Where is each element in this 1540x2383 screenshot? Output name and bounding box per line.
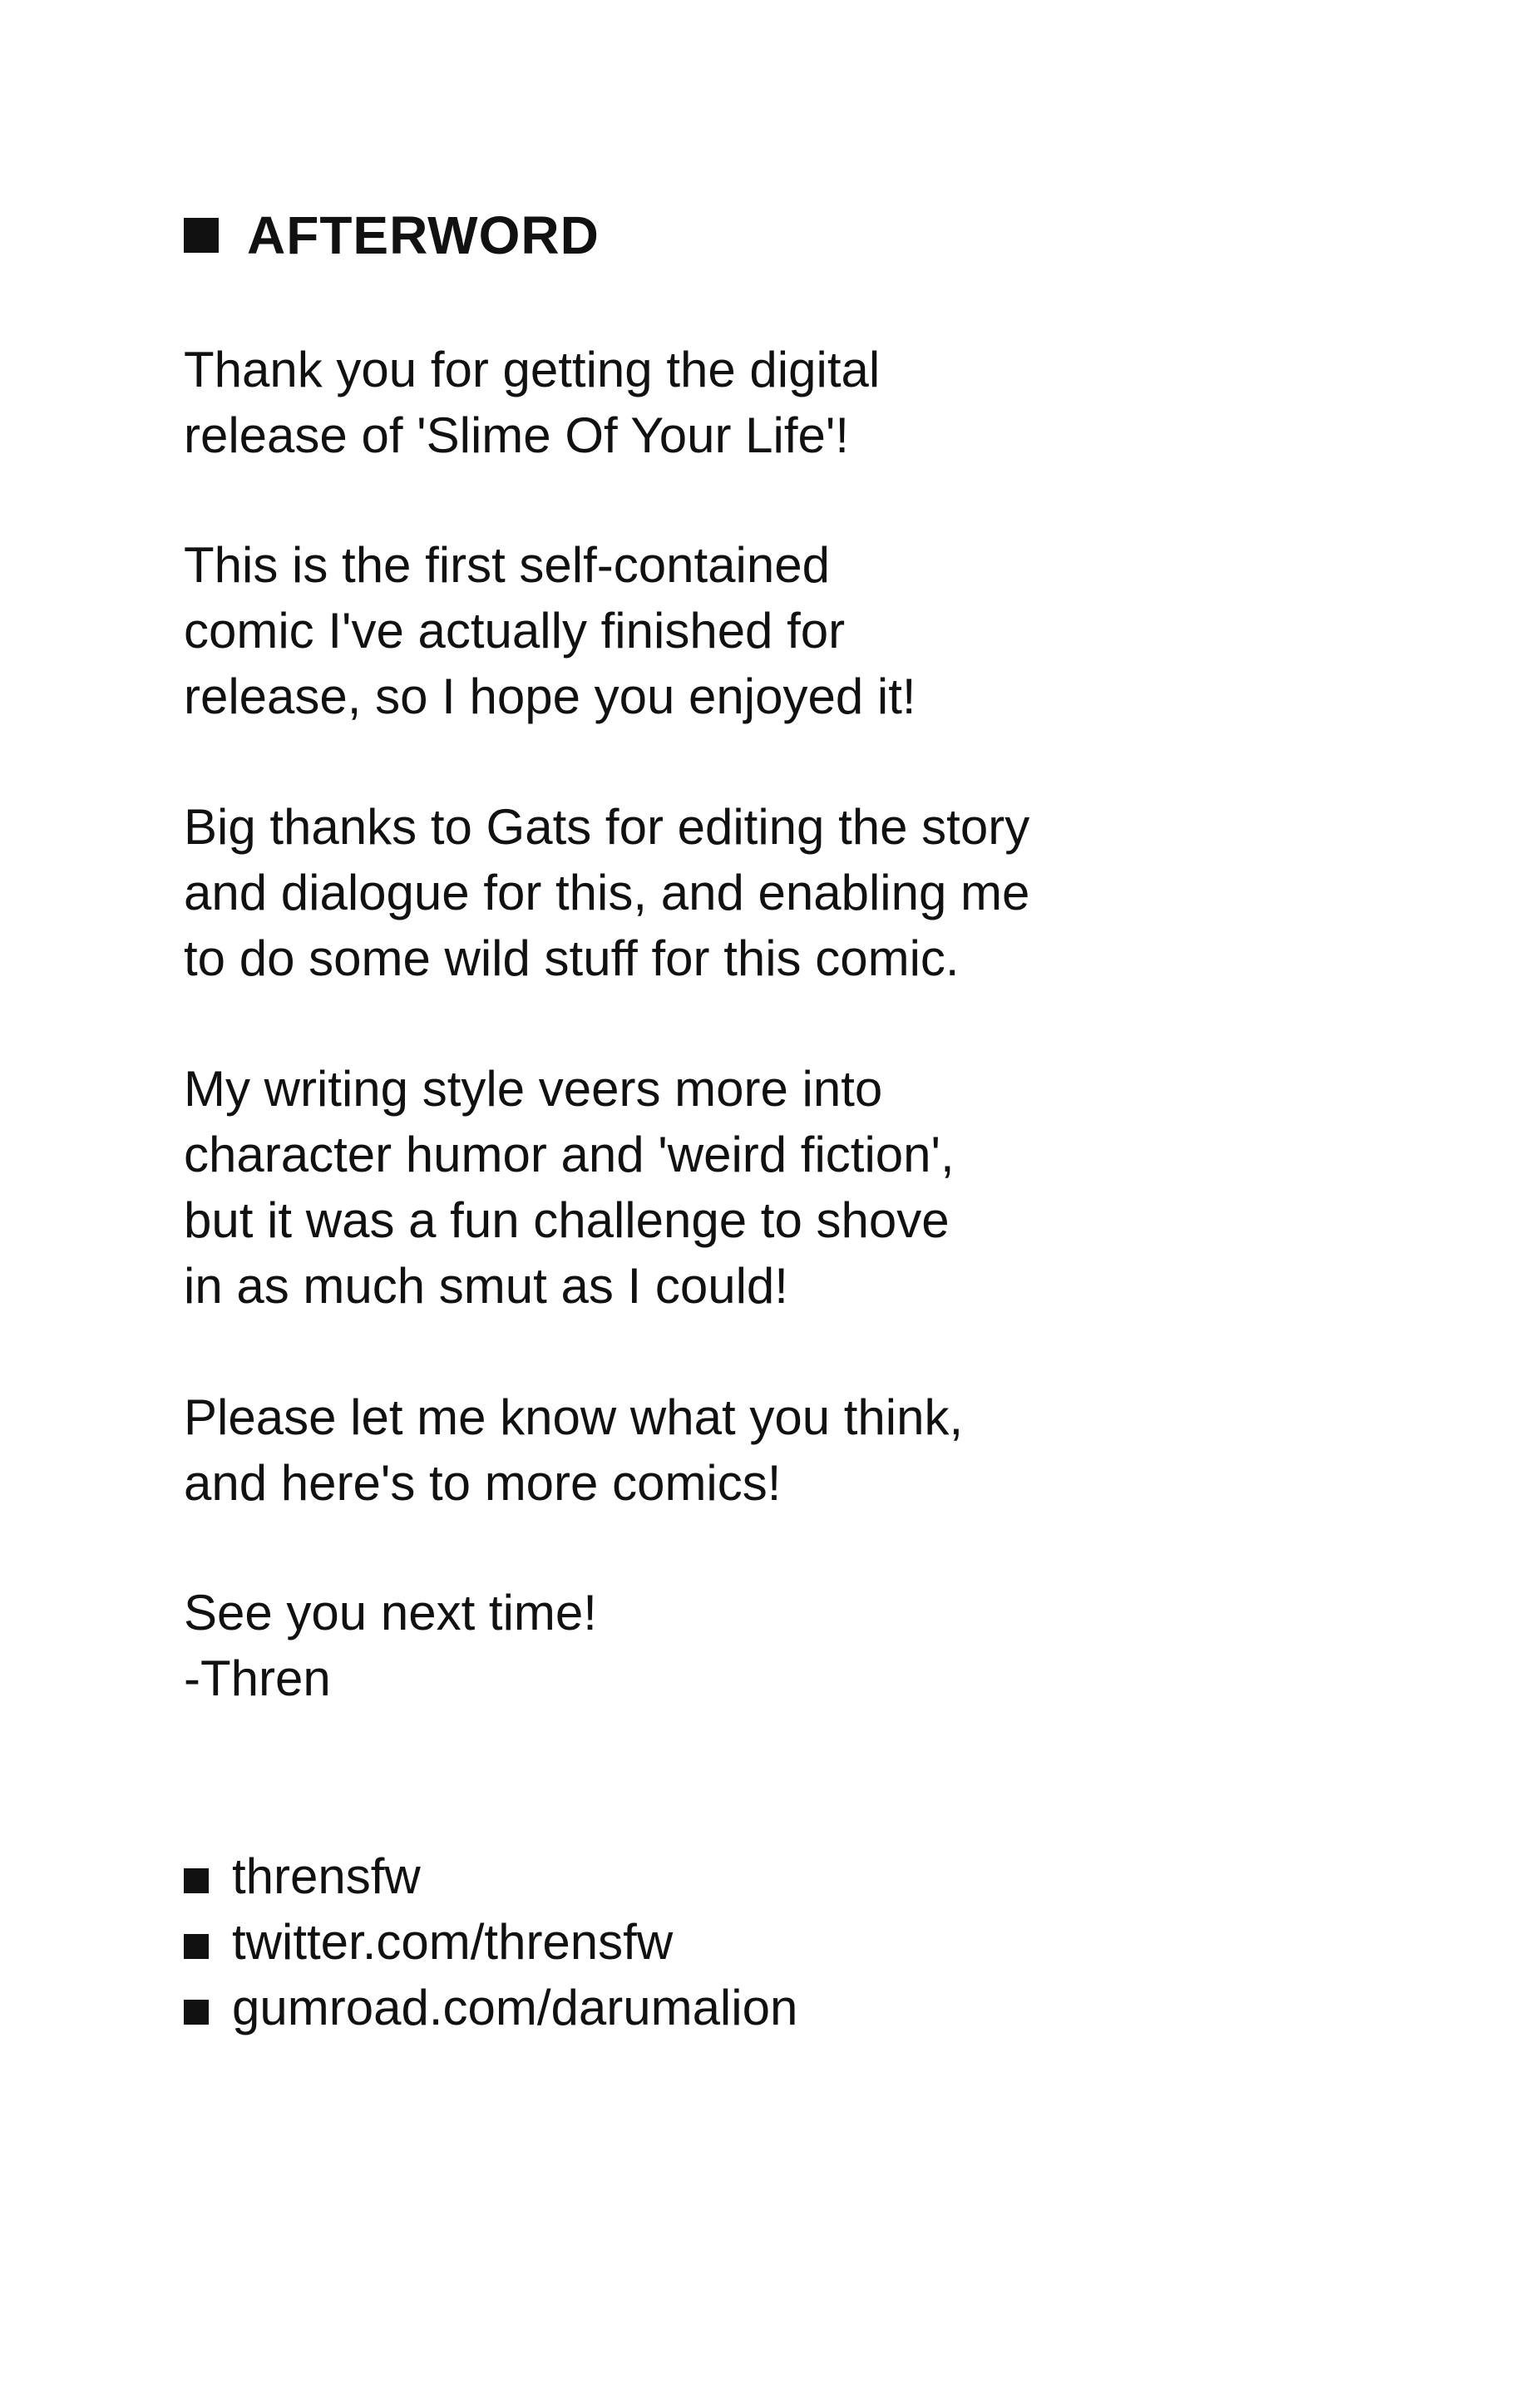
square-bullet-icon — [184, 1934, 209, 1959]
paragraph-line: My writing style veers more into — [184, 1061, 883, 1117]
link-thrensfw[interactable] — [184, 1843, 797, 1909]
paragraph-thanks — [184, 337, 880, 468]
paragraph-line: in as much smut as I could! — [184, 1258, 788, 1314]
square-bullet-icon — [184, 218, 219, 253]
square-bullet-icon — [184, 1868, 209, 1893]
paragraph-line: release of 'Slime Of Your Life'! — [184, 407, 850, 463]
paragraph-writing-style — [184, 1056, 955, 1319]
link-text[interactable]: thrensfw — [232, 1848, 421, 1904]
paragraph-line: and here's to more comics! — [184, 1455, 782, 1511]
heading-title: AFTERWORD — [247, 205, 600, 265]
paragraph-line: and dialogue for this, and enabling me — [184, 865, 1030, 920]
link-gumroad[interactable] — [184, 1975, 797, 2040]
paragraph-first-comic — [184, 532, 916, 729]
paragraph-signoff — [184, 1580, 597, 1711]
afterword-heading — [184, 198, 600, 273]
link-text[interactable]: gumroad.com/darumalion — [232, 1980, 798, 2035]
signature: -Thren — [184, 1650, 331, 1706]
link-twitter[interactable] — [184, 1909, 797, 1975]
paragraph-line: See you next time! — [184, 1585, 597, 1640]
square-bullet-icon — [184, 2000, 209, 2025]
paragraph-line: comic I've actually finished for — [184, 603, 846, 659]
paragraph-line: Big thanks to Gats for editing the story — [184, 799, 1030, 855]
paragraph-big-thanks — [184, 794, 1029, 991]
paragraph-line: to do some wild stuff for this comic. — [184, 930, 960, 986]
link-text[interactable]: twitter.com/thrensfw — [232, 1914, 674, 1970]
social-links-list — [184, 1843, 797, 2040]
paragraph-line: Thank you for getting the digital — [184, 342, 881, 397]
paragraph-line: release, so I hope you enjoyed it! — [184, 669, 916, 724]
paragraph-line: character humor and 'weird fiction', — [184, 1127, 955, 1182]
paragraph-line: This is the first self-contained — [184, 537, 830, 593]
afterword-page — [184, 0, 1431, 2383]
paragraph-line: Please let me know what you think, — [184, 1389, 964, 1445]
paragraph-feedback — [184, 1384, 963, 1516]
paragraph-line: but it was a fun challenge to shove — [184, 1192, 950, 1248]
